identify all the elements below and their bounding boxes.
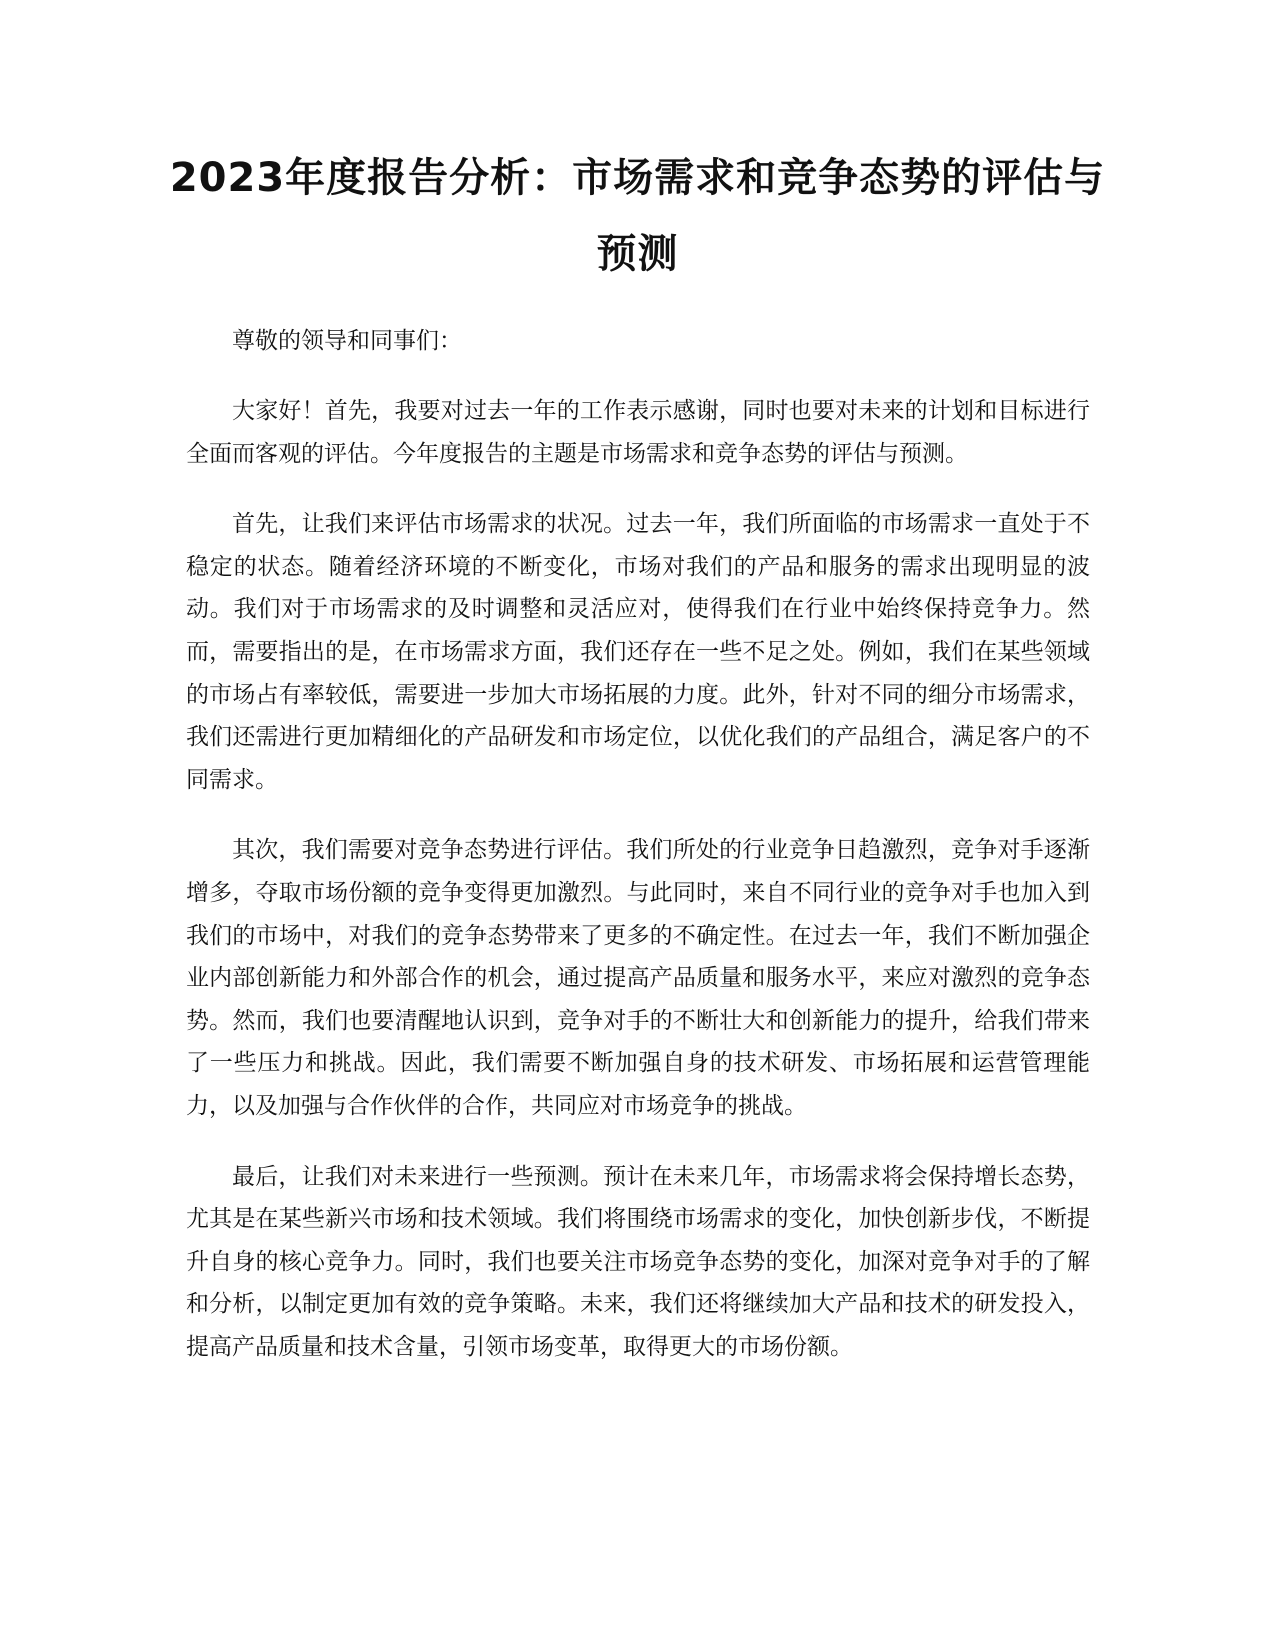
paragraph-intro: 大家好！首先，我要对过去一年的工作表示感谢，同时也要对未来的计划和目标进行全面而客观的评估。今年度报告的主题是市场需求和竞争态势的评估与预测。 (186, 398, 1090, 467)
paragraph-competition: 其次，我们需要对竞争态势进行评估。我们所处的行业竞争日趋激烈，竞争对手逐渐增多，夺取市场份额的竞争变得更加激烈。与此同时，来自不同行业的竞争对手也加入到我们的市场中，对我们的竞争态势带来了更多的不确定性。在过去一年，我们不断加强企业内部创新能力和外部合作的机会，通过提高产品质量和服务水平，来应对激烈的竞争态势。然而，我们也要清醒地认识到，竞争对手的不断壮大和创新能力的提升，给我们带来了一些压力和挑战。因此，我们需要不断加强自身的技术研发、市场拓展和运营管理能力，以及加强与合作伙伴的合作，共同应对市场竞争的挑战。 (186, 837, 1090, 1119)
salutation: 尊敬的领导和同事们： (232, 328, 462, 354)
paragraph-market-demand: 首先，让我们来评估市场需求的状况。过去一年，我们所面临的市场需求一直处于不稳定的状态。随着经济环境的不断变化，市场对我们的产品和服务的需求出现明显的波动。我们对于市场需求的及时调整和灵活应对，使得我们在行业中始终保持竞争力。然而，需要指出的是，在市场需求方面，我们还存在一些不足之处。例如，我们在某些领域的市场占有率较低，需要进一步加大市场拓展的力度。此外，针对不同的细分市场需求，我们还需进行更加精细化的产品研发和市场定位，以优化我们的产品组合，满足客户的不同需求。 (186, 511, 1090, 793)
paragraph-forecast: 最后，让我们对未来进行一些预测。预计在未来几年，市场需求将会保持增长态势，尤其是在某些新兴市场和技术领域。我们将围绕市场需求的变化，加快创新步伐，不断提升自身的核心竞争力。同时，我们也要关注市场竞争态势的变化，加深对竞争对手的了解和分析，以制定更加有效的竞争策略。未来，我们还将继续加大产品和技术的研发投入，提高产品质量和技术含量，引领市场变革，取得更大的市场份额。 (186, 1163, 1090, 1360)
document-body (186, 320, 1090, 1396)
document-title: 2023年度报告分析：市场需求和竞争态势的评估与预测 (169, 155, 1106, 277)
